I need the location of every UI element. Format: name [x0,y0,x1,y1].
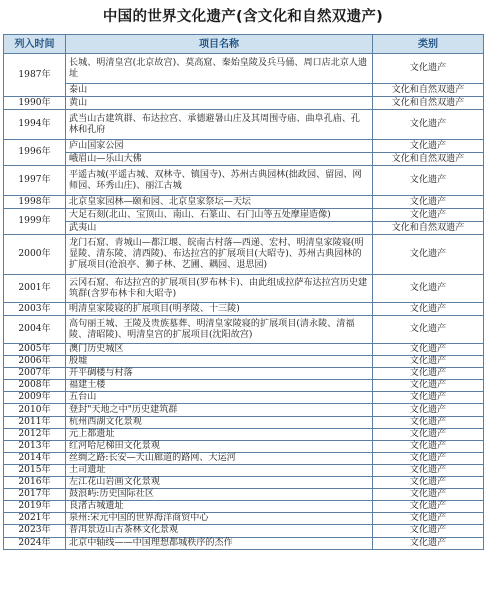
year-cell: 2010年 [4,404,66,416]
table-row [4,416,484,428]
table-row [4,501,484,513]
site-name-cell: 明清皇家陵寝的扩展项目(明孝陵、十三陵) [66,303,373,316]
category-cell: 文化遗产 [373,344,484,356]
table-row [4,222,484,235]
site-name-cell: 土司遗址 [66,464,373,476]
site-name-cell: 龙门石窟、青城山—都江堰、皖南古村落—西递、宏村、明清皇家陵寝(明显陵、清东陵、清西陵)、布达拉宫的扩展项目(大昭寺)、苏州古典园林的扩展项目(沧浪亭、狮子林、艺圃、耦园、退思园) [66,235,373,275]
category-cell: 文化遗产 [373,440,484,452]
table-row [4,452,484,464]
table-row [4,356,484,368]
table-row [4,196,484,209]
category-cell: 文化和自然双遗产 [373,84,484,97]
table-row [4,489,484,501]
site-name-cell: 开平碉楼与村落 [66,368,373,380]
category-cell: 文化遗产 [373,356,484,368]
year-cell: 2013年 [4,440,66,452]
category-cell: 文化和自然双遗产 [373,97,484,110]
header-year: 列入时间 [4,35,66,54]
category-cell: 文化和自然双遗产 [373,153,484,166]
table-row [4,54,484,84]
category-cell: 文化遗产 [373,235,484,275]
year-cell: 2001年 [4,275,66,303]
site-name-cell: 福建土楼 [66,380,373,392]
site-name-cell: 武夷山 [66,222,373,235]
header-name: 项目名称 [66,35,373,54]
table-row [4,380,484,392]
table-row [4,153,484,166]
site-name-cell: 丝绸之路:长安—天山廊道的路网、大运河 [66,452,373,464]
year-cell: 2021年 [4,513,66,525]
category-cell: 文化遗产 [373,380,484,392]
year-cell: 2004年 [4,316,66,344]
table-row [4,440,484,452]
table-row [4,477,484,489]
category-cell: 文化遗产 [373,452,484,464]
category-cell: 文化遗产 [373,513,484,525]
page-title: 中国的世界文化遗产(含文化和自然双遗产) [102,9,384,25]
site-name-cell: 高句丽王城、王陵及贵族墓葬、明清皇家陵寝的扩展项目(清永陵、清福陵、清昭陵)、明清皇宫的扩展项目(沈阳故宫) [66,316,373,344]
year-cell: 2016年 [4,477,66,489]
site-name-cell: 黄山 [66,97,373,110]
site-name-cell: 普洱景迈山古茶林文化景观 [66,525,373,537]
table-row [4,275,484,303]
category-cell: 文化遗产 [373,489,484,501]
site-name-cell: 北京中轴线——中国理想都城秩序的杰作 [66,537,373,549]
site-name-cell: 平遥古城(平遥古城、双林寺、镇国寺)、苏州古典园林(拙政园、留园、网师园、环秀山庄)、丽江古城 [66,166,373,196]
category-cell: 文化遗产 [373,303,484,316]
site-name-cell: 武当山古建筑群、布达拉宫、承德避暑山庄及其周围寺庙、曲阜孔庙、孔林和孔府 [66,110,373,140]
site-name-cell: 泉州:宋元中国的世界海洋商贸中心 [66,513,373,525]
table-row [4,464,484,476]
year-cell: 2007年 [4,368,66,380]
site-name-cell: 殷墟 [66,356,373,368]
table-row [4,513,484,525]
site-name-cell: 大足石刻(北山、宝顶山、南山、石篆山、石门山等五处摩崖造像) [66,209,373,222]
category-cell: 文化遗产 [373,140,484,153]
site-name-cell: 北京皇家园林—颐和园、北京皇家祭坛—天坛 [66,196,373,209]
year-cell: 1997年 [4,166,66,196]
table-row [4,140,484,153]
category-cell: 文化遗产 [373,368,484,380]
category-cell: 文化遗产 [373,416,484,428]
year-cell: 1999年 [4,209,66,235]
table-row [4,303,484,316]
year-cell: 2006年 [4,356,66,368]
year-cell: 2014年 [4,452,66,464]
table-row [4,428,484,440]
year-cell: 1998年 [4,196,66,209]
table-row [4,392,484,404]
year-cell: 2000年 [4,235,66,275]
category-cell: 文化遗产 [373,525,484,537]
category-cell: 文化遗产 [373,428,484,440]
table-body [4,54,484,550]
category-cell: 文化遗产 [373,275,484,303]
site-name-cell: 峨眉山—乐山大佛 [66,153,373,166]
site-name-cell: 庐山国家公园 [66,140,373,153]
table-row [4,525,484,537]
site-name-cell: 长城、明清皇宫(北京故宫)、莫高窟、秦始皇陵及兵马俑、周口店北京人遗址 [66,54,373,84]
category-cell: 文化遗产 [373,392,484,404]
site-name-cell: 澳门历史城区 [66,344,373,356]
category-cell: 文化和自然双遗产 [373,222,484,235]
site-name-cell: 红河哈尼梯田文化景观 [66,440,373,452]
table-row [4,368,484,380]
site-name-cell: 元上都遗址 [66,428,373,440]
table-row [4,537,484,549]
category-cell: 文化遗产 [373,477,484,489]
site-name-cell: 良渚古城遗址 [66,501,373,513]
year-cell: 2008年 [4,380,66,392]
year-cell: 1994年 [4,110,66,140]
table-header-row [4,35,484,54]
year-cell: 2023年 [4,525,66,537]
heritage-table [3,34,484,550]
table-row [4,84,484,97]
year-cell: 2019年 [4,501,66,513]
category-cell: 文化遗产 [373,501,484,513]
year-cell: 2011年 [4,416,66,428]
header-category: 类别 [373,35,484,54]
category-cell: 文化遗产 [373,166,484,196]
site-name-cell: 登封"天地之中"历史建筑群 [66,404,373,416]
table-row [4,97,484,110]
category-cell: 文化遗产 [373,54,484,84]
table-row [4,166,484,196]
year-cell: 2009年 [4,392,66,404]
category-cell: 文化遗产 [373,110,484,140]
year-cell: 2017年 [4,489,66,501]
category-cell: 文化遗产 [373,464,484,476]
site-name-cell: 云冈石窟、布达拉宫的扩展项目(罗布林卡)、由此组成拉萨布达拉宫历史建筑群(含罗布林卡和大昭寺) [66,275,373,303]
table-row [4,344,484,356]
year-cell: 1990年 [4,97,66,110]
site-name-cell: 五台山 [66,392,373,404]
site-name-cell: 杭州西湖文化景观 [66,416,373,428]
category-cell: 文化遗产 [373,316,484,344]
category-cell: 文化遗产 [373,196,484,209]
table-row [4,316,484,344]
category-cell: 文化遗产 [373,537,484,549]
site-name-cell: 左江花山岩画文化景观 [66,477,373,489]
category-cell: 文化遗产 [373,404,484,416]
year-cell: 2015年 [4,464,66,476]
year-cell: 1996年 [4,140,66,166]
site-name-cell: 泰山 [66,84,373,97]
table-row [4,209,484,222]
site-name-cell: 鼓浪屿:历史国际社区 [66,489,373,501]
year-cell: 2003年 [4,303,66,316]
category-cell: 文化遗产 [373,209,484,222]
year-cell: 2024年 [4,537,66,549]
year-cell: 2012年 [4,428,66,440]
table-row [4,404,484,416]
year-cell: 1987年 [4,54,66,97]
year-cell: 2005年 [4,344,66,356]
table-row [4,110,484,140]
table-row [4,235,484,275]
